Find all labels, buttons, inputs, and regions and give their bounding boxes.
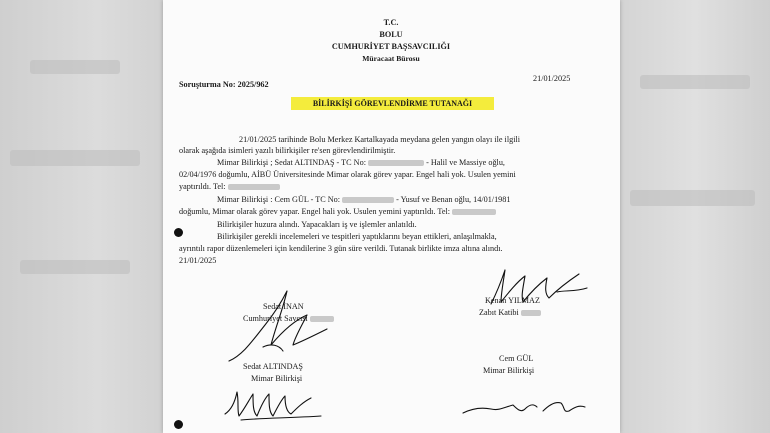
document-page bbox=[163, 0, 620, 433]
background-right bbox=[620, 0, 770, 433]
expert1-role: Mimar Bilirkişi bbox=[251, 374, 303, 383]
expert2-intro: Mimar Bilirkişi : Cem GÜL - TC No: bbox=[217, 195, 341, 204]
header-line-2: BOLU bbox=[379, 30, 403, 39]
document-title: BİLİRKİŞİ GÖREVLENDİRME TUTANAĞI bbox=[312, 99, 473, 108]
expert2-role: Mimar Bilirkişi bbox=[483, 366, 535, 375]
paragraph-2-line-2: 02/04/1976 doğumlu, AİBÜ Üniversitesinde Mimar olarak görev yapar. Engel hali yok. Usulen yemini bbox=[179, 170, 516, 179]
paragraph-5-line-2: ayrıntılı rapor düzenlemeleri için kendilerine 3 gün süre verildi. Tutanak birlikte imza altına alındı. bbox=[179, 244, 503, 253]
prosecutor-name: Sedat İNAN bbox=[263, 302, 304, 311]
paragraph-5-line-1: Bilirkişiler gerekli incelemeleri ve tespitleri yaptıklarını beyan ettikleri, anlaşılmakla, bbox=[217, 232, 497, 241]
prosecutor-signature-icon bbox=[223, 285, 333, 365]
background-left bbox=[0, 0, 163, 433]
prosecutor-role: Cumhuriyet Savcısı bbox=[243, 314, 334, 324]
header-line-3: CUMHURİYET BAŞSAVCILIĞI bbox=[331, 42, 451, 51]
paragraph-3-line-1 bbox=[217, 195, 510, 205]
punch-hole bbox=[174, 228, 183, 237]
clerk-name: Kenan YILMAZ bbox=[485, 296, 540, 305]
paragraph-1-line-2: olarak aşağıda isimleri yazılı bilirkişiler re'sen görevlendirilmiştir. bbox=[179, 146, 396, 155]
expert2-details: doğumlu, Mimar olarak görev yapar. Engel hali yok. Usulen yemini yaptırıldı. Tel: bbox=[179, 207, 450, 216]
paragraph-4: Bilirkişiler huzura alındı. Yapacakları iş ve işlemler anlatıldı. bbox=[217, 220, 417, 229]
header-line-1: T.C. bbox=[383, 18, 399, 27]
paragraph-5-line-3: 21/01/2025 bbox=[179, 256, 217, 265]
expert2-parents: - Yusuf ve Benan oğlu, 14/01/1981 bbox=[396, 195, 511, 204]
document-date: 21/01/2025 bbox=[533, 74, 571, 83]
redacted-id bbox=[368, 160, 424, 166]
header-line-4: Müracaat Bürosu bbox=[362, 54, 420, 63]
redacted-id bbox=[342, 197, 394, 203]
clerk-role: Zabıt Katibi bbox=[479, 308, 541, 318]
expert1-intro: Mimar Bilirkişi ; Sedat ALTINDAŞ - TC No: bbox=[217, 158, 366, 167]
expert1-parents: - Halil ve Massiye oğlu, bbox=[426, 158, 505, 167]
redacted-phone bbox=[228, 184, 280, 190]
paragraph-2-line-1 bbox=[217, 158, 505, 168]
punch-hole bbox=[174, 420, 183, 429]
expert2-name: Cem GÜL bbox=[499, 354, 534, 363]
expert1-signature-icon bbox=[221, 386, 331, 426]
paragraph-1-line-1: 21/01/2025 tarihinde Bolu Merkez Kartalkayada meydana gelen yangın olayı ile ilgili bbox=[239, 135, 521, 144]
redacted-phone bbox=[452, 209, 496, 215]
paragraph-2-line-3 bbox=[179, 182, 280, 192]
expert1-phone-label: yaptırıldı. Tel: bbox=[179, 182, 226, 191]
paragraph-3-line-2 bbox=[179, 207, 496, 217]
clerk-signature-icon bbox=[487, 262, 597, 312]
investigation-number: Soruşturma No: 2025/962 bbox=[179, 80, 269, 89]
expert2-signature-icon bbox=[459, 395, 589, 425]
expert1-name: Sedat ALTINDAŞ bbox=[243, 362, 303, 371]
